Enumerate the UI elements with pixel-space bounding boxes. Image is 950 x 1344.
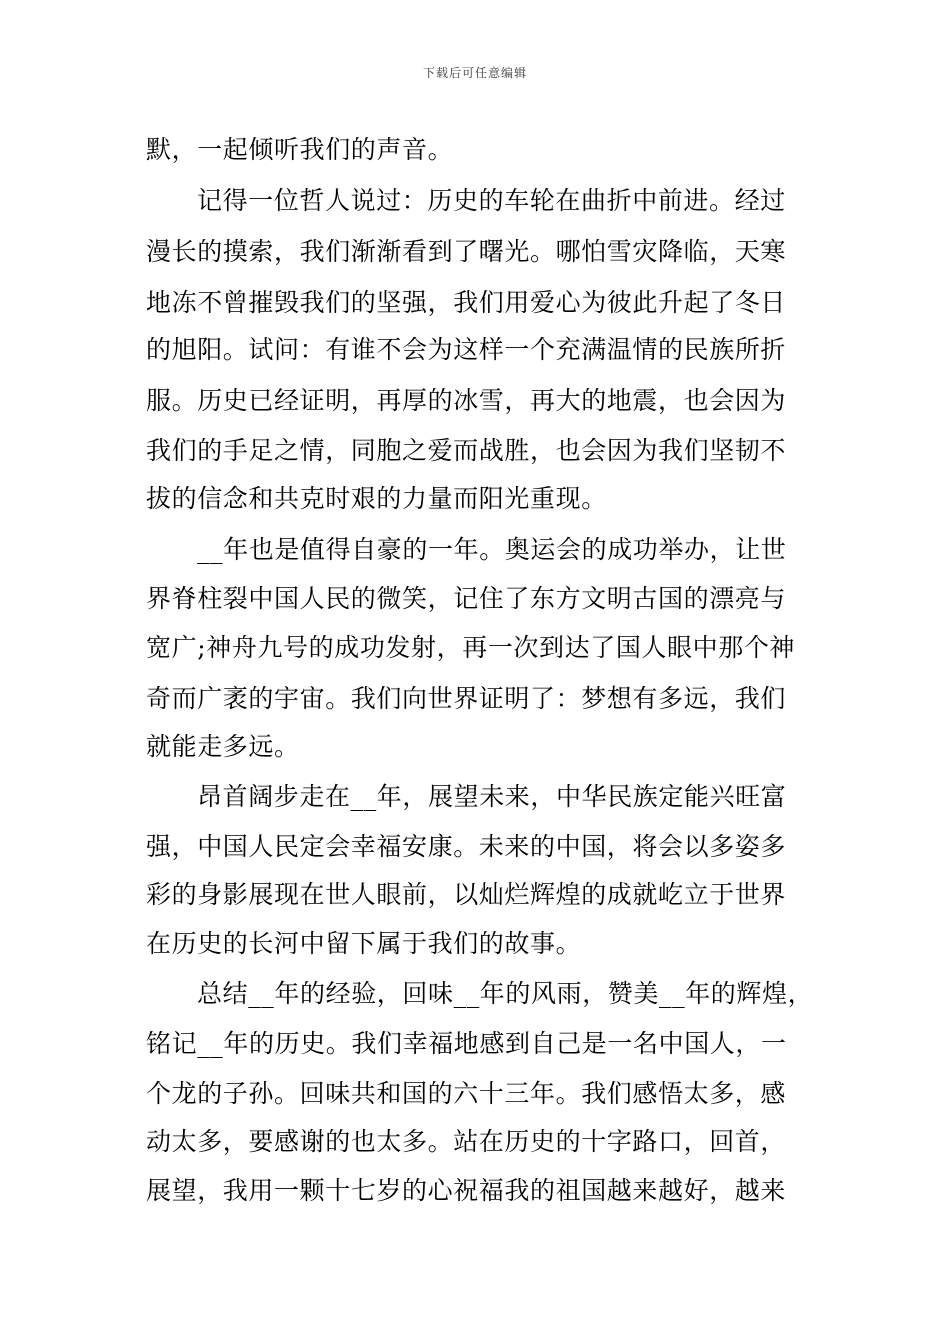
- text-line: 就能走多远。: [146, 732, 300, 761]
- text-line: 默，一起倾听我们的声音。: [146, 135, 454, 164]
- text-line: 铭记__年的历史。我们幸福地感到自己是一名中国人，一: [146, 1029, 787, 1058]
- text-line: 界脊柱裂中国人民的微笑，记住了东方文明古国的漂亮与: [146, 584, 787, 613]
- page-header: 下载后可任意编辑: [422, 66, 527, 80]
- text-line: 漫长的摸索，我们渐渐看到了曙光。哪怕雪灾降临，天寒: [146, 237, 787, 266]
- text-line: 彩的身影展现在世人眼前，以灿烂辉煌的成就屹立于世界: [146, 880, 787, 909]
- text-line: 服。历史已经证明，再厚的冰雪，再大的地震，也会因为: [146, 386, 787, 415]
- text-line: 拔的信念和共克时艰的力量而阳光重现。: [146, 484, 607, 513]
- text-line: 宽广;神舟九号的成功发射，再一次到达了国人眼中那个神: [146, 633, 796, 662]
- text-line: 的旭阳。试问：有谁不会为这样一个充满温情的民族所折: [146, 335, 787, 364]
- text-line: 强，中国人民定会幸福安康。未来的中国，将会以多姿多: [146, 832, 787, 861]
- text-line: 个龙的子孙。回味共和国的六十三年。我们感悟太多，感: [146, 1079, 787, 1108]
- text-line: 地冻不曾摧毁我们的坚强，我们用爱心为彼此升起了冬日: [146, 288, 787, 317]
- text-line: 动太多，要感谢的也太多。站在历史的十字路口，回首，: [146, 1127, 787, 1156]
- text-line: 奇而广袤的宇宙。我们向世界证明了：梦想有多远，我们: [146, 684, 787, 713]
- text-line: 展望，我用一颗十七岁的心祝福我的祖国越来越好，越来: [146, 1176, 787, 1205]
- paragraph-first-line: 总结__年的经验，回味__年的风雨，赞美__年的辉煌，: [197, 979, 814, 1008]
- text-line: 我们的手足之情，同胞之爱而战胜，也会因为我们坚韧不: [146, 436, 787, 465]
- paragraph-first-line: 昂首阔步走在__年，展望未来，中华民族定能兴旺富: [197, 782, 787, 811]
- paragraph-first-line: 记得一位哲人说过：历史的车轮在曲折中前进。经过: [197, 186, 786, 215]
- text-line: 在历史的长河中留下属于我们的故事。: [146, 929, 582, 958]
- paragraph-first-line: __年也是值得自豪的一年。奥运会的成功举办，让世: [197, 535, 787, 564]
